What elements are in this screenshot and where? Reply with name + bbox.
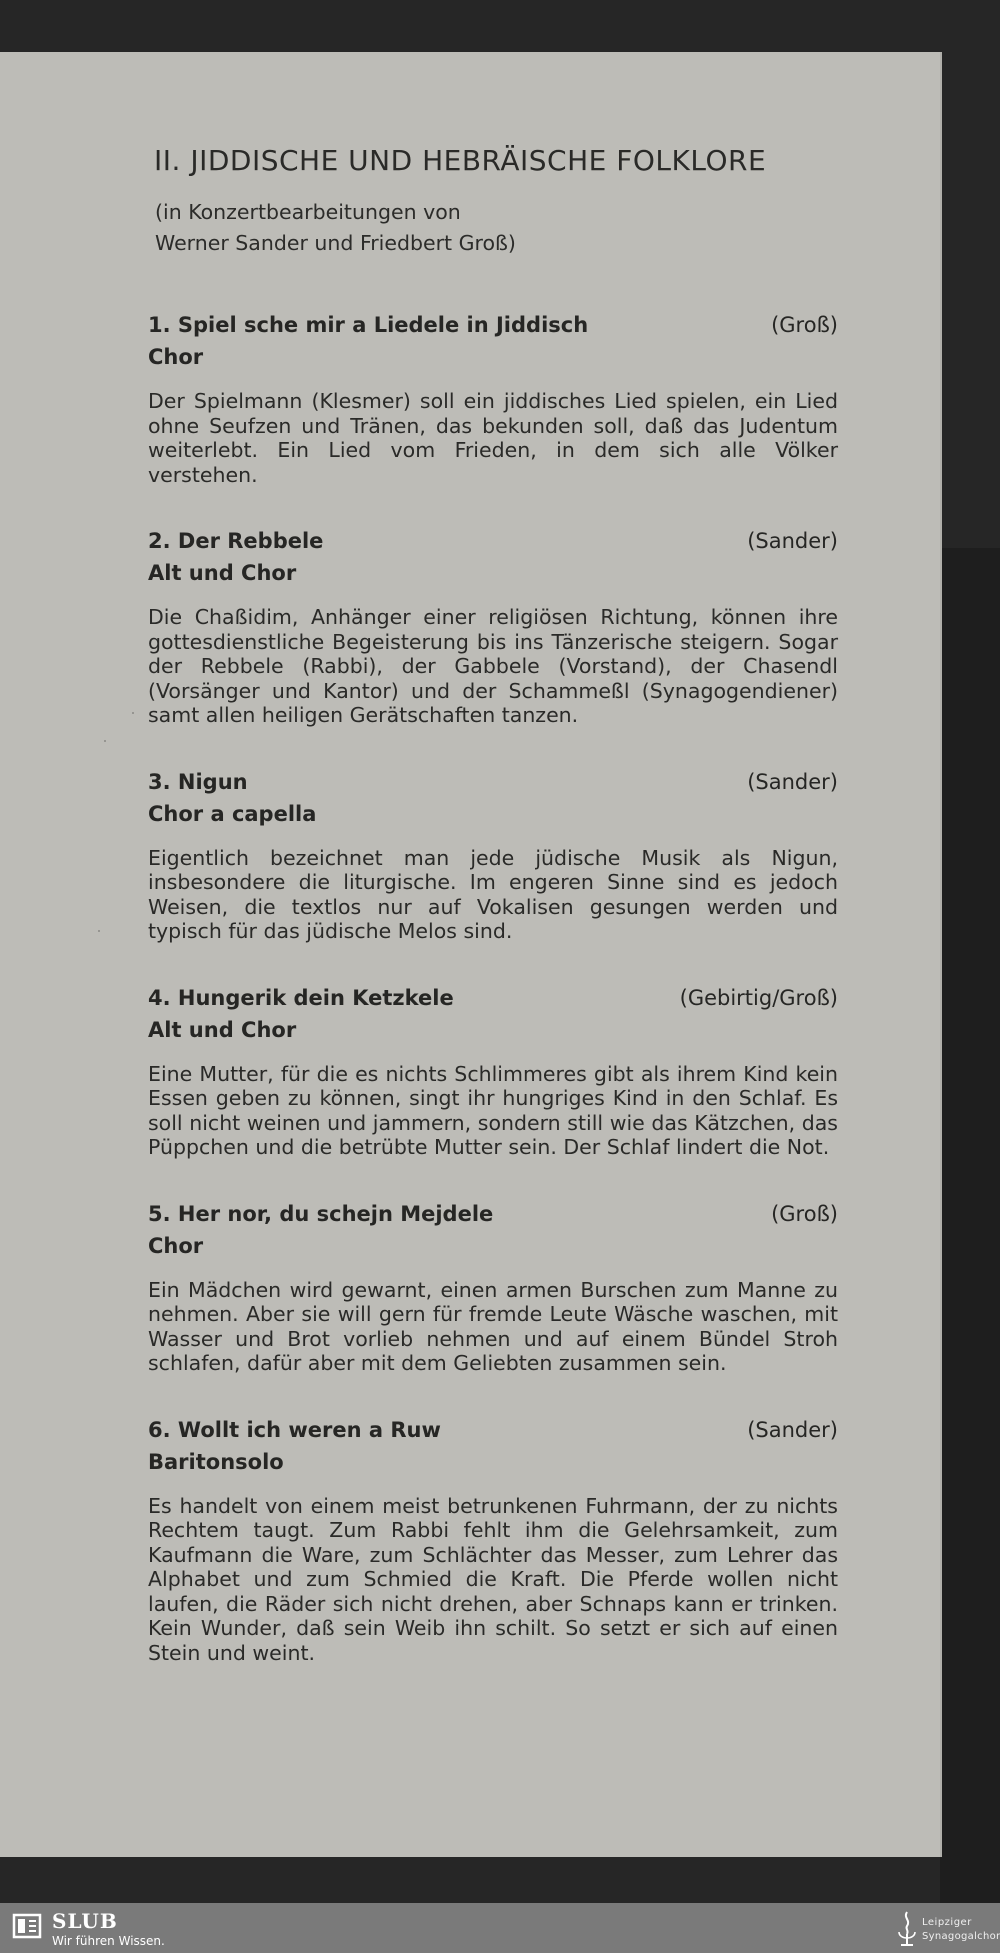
- program-item: [148, 1198, 838, 1376]
- page-subtitle: [155, 197, 838, 259]
- program-item-voice: Chor: [148, 345, 204, 369]
- subtitle-line: (in Konzertbearbeitungen von: [155, 200, 461, 224]
- book-icon: [12, 1911, 42, 1941]
- program-item-composer: (Gebirtig/Groß): [679, 985, 838, 1010]
- viewer-footer: [0, 1903, 1000, 1953]
- program-item-composer: (Sander): [747, 529, 838, 553]
- paper-speck: [132, 712, 134, 714]
- paper-speck: [98, 930, 100, 932]
- program-item-header: [148, 309, 838, 341]
- program-item-description: Eine Mutter, für die es nichts Schlimmeres gibt als ihrem Kind kein Essen geben zu können, singt ihr hungriges Kind in den Schlaf. Es soll nicht weinen und jammern, sondern still wie das Kätzchen, das Püppchen und die betrübte Mutter sein. Der Schlaf lindert die Not.: [148, 1061, 838, 1159]
- paper-speck: [104, 740, 106, 742]
- program-item-header: [148, 982, 838, 1014]
- program-item-voice: Chor: [148, 1233, 204, 1258]
- program-item-composer: (Sander): [747, 769, 838, 794]
- program-item-title: 5. Her nor, du schejn Mejdele: [148, 1201, 494, 1226]
- program-item-description: Die Chaßidim, Anhänger einer religiösen Richtung, können ihre gottesdienstliche Begeisterung bis ins Tänzerische steigern. Sogar der Rebbele (Rabbi), der Gabbele (Vorstand), der Chasendl (Vorsänger und Kantor) und der Schammeßl (Synagogendiener) samt allen heiligen Gerätschaften tanzen.: [148, 605, 838, 727]
- menorah-icon: [896, 1910, 918, 1948]
- program-item-header: [148, 1198, 838, 1230]
- program-item-description: Der Spielmann (Klesmer) soll ein jiddisches Lied spielen, ein Lied ohne Seufzen und Tränen, das bekunden soll, daß das Judentum weiterlebt. Ein Lied vom Frieden, in dem sich alle Völker verstehen.: [148, 389, 838, 487]
- library-logo-text[interactable]: SLUB: [52, 1909, 118, 1933]
- partner-logo-line[interactable]: Leipziger: [922, 1917, 972, 1928]
- page-title: II. JIDDISCHE UND HEBRÄISCHE FOLKLORE: [154, 144, 767, 177]
- program-item-title: 1. Spiel sche mir a Liedele in Jiddisch: [148, 313, 589, 337]
- program-item-description: Es handelt von einem meist betrunkenen Fuhrmann, der zu nichts Rechtem taugt. Zum Rabbi fehlt ihm die Gelehrsamkeit, zum Kaufmann die Ware, zum Schlächter das Messer, zum Lehrer das Alphabet und zum Schmied die Kraft. Die Pferde wollen nicht laufen, die Räder sich nicht drehen, aber Schnaps kann er trinken. Kein Wunder, daß sein Weib ihn schilt. So setzt er sich auf einen Stein und weint.: [148, 1493, 838, 1665]
- program-item-header: [148, 525, 838, 557]
- program-item-description: Ein Mädchen wird gewarnt, einen armen Burschen zum Manne zu nehmen. Aber sie will gern für fremde Leute Wäsche waschen, mit Wasser und Brot vorlieb nehmen und auf einem Bündel Stroh schlafen, dafür aber mit dem Geliebten zusammen sein.: [148, 1277, 838, 1375]
- program-item-title: 4. Hungerik dein Ketzkele: [148, 985, 454, 1010]
- partner-logo-line[interactable]: Synagogalchor: [922, 1931, 1000, 1942]
- library-tagline: Wir führen Wissen.: [52, 1934, 165, 1948]
- program-item-voice: Alt und Chor: [148, 1017, 297, 1042]
- program-item-title: 6. Wollt ich weren a Ruw: [148, 1417, 441, 1442]
- program-item: [148, 309, 838, 487]
- program-item-description: Eigentlich bezeichnet man jede jüdische Musik als Nigun, insbesondere die liturgische. Im engeren Sinne sind es jedoch Weisen, die textlos nur auf Vokalisen gesungen werden und typisch für das jüdische Melos sind.: [148, 845, 838, 943]
- document-content: [148, 144, 838, 1703]
- program-item: [148, 766, 838, 944]
- program-item-composer: (Groß): [771, 313, 838, 337]
- program-item: [148, 525, 838, 728]
- document-page: [0, 52, 942, 1857]
- program-item-title: 2. Der Rebbele: [148, 529, 324, 553]
- program-item-header: [148, 1414, 838, 1446]
- program-item-header: [148, 766, 838, 798]
- program-item: [148, 982, 838, 1160]
- program-item-composer: (Groß): [771, 1201, 838, 1226]
- subtitle-line: Werner Sander und Friedbert Groß): [155, 231, 516, 255]
- program-item-voice: Alt und Chor: [148, 561, 297, 585]
- program-item: [148, 1414, 838, 1666]
- program-item-title: 3. Nigun: [148, 769, 248, 794]
- program-item-voice: Baritonsolo: [148, 1449, 284, 1474]
- program-item-composer: (Sander): [747, 1417, 838, 1442]
- scan-edge-strip: [940, 548, 1000, 1903]
- program-item-voice: Chor a capella: [148, 801, 317, 826]
